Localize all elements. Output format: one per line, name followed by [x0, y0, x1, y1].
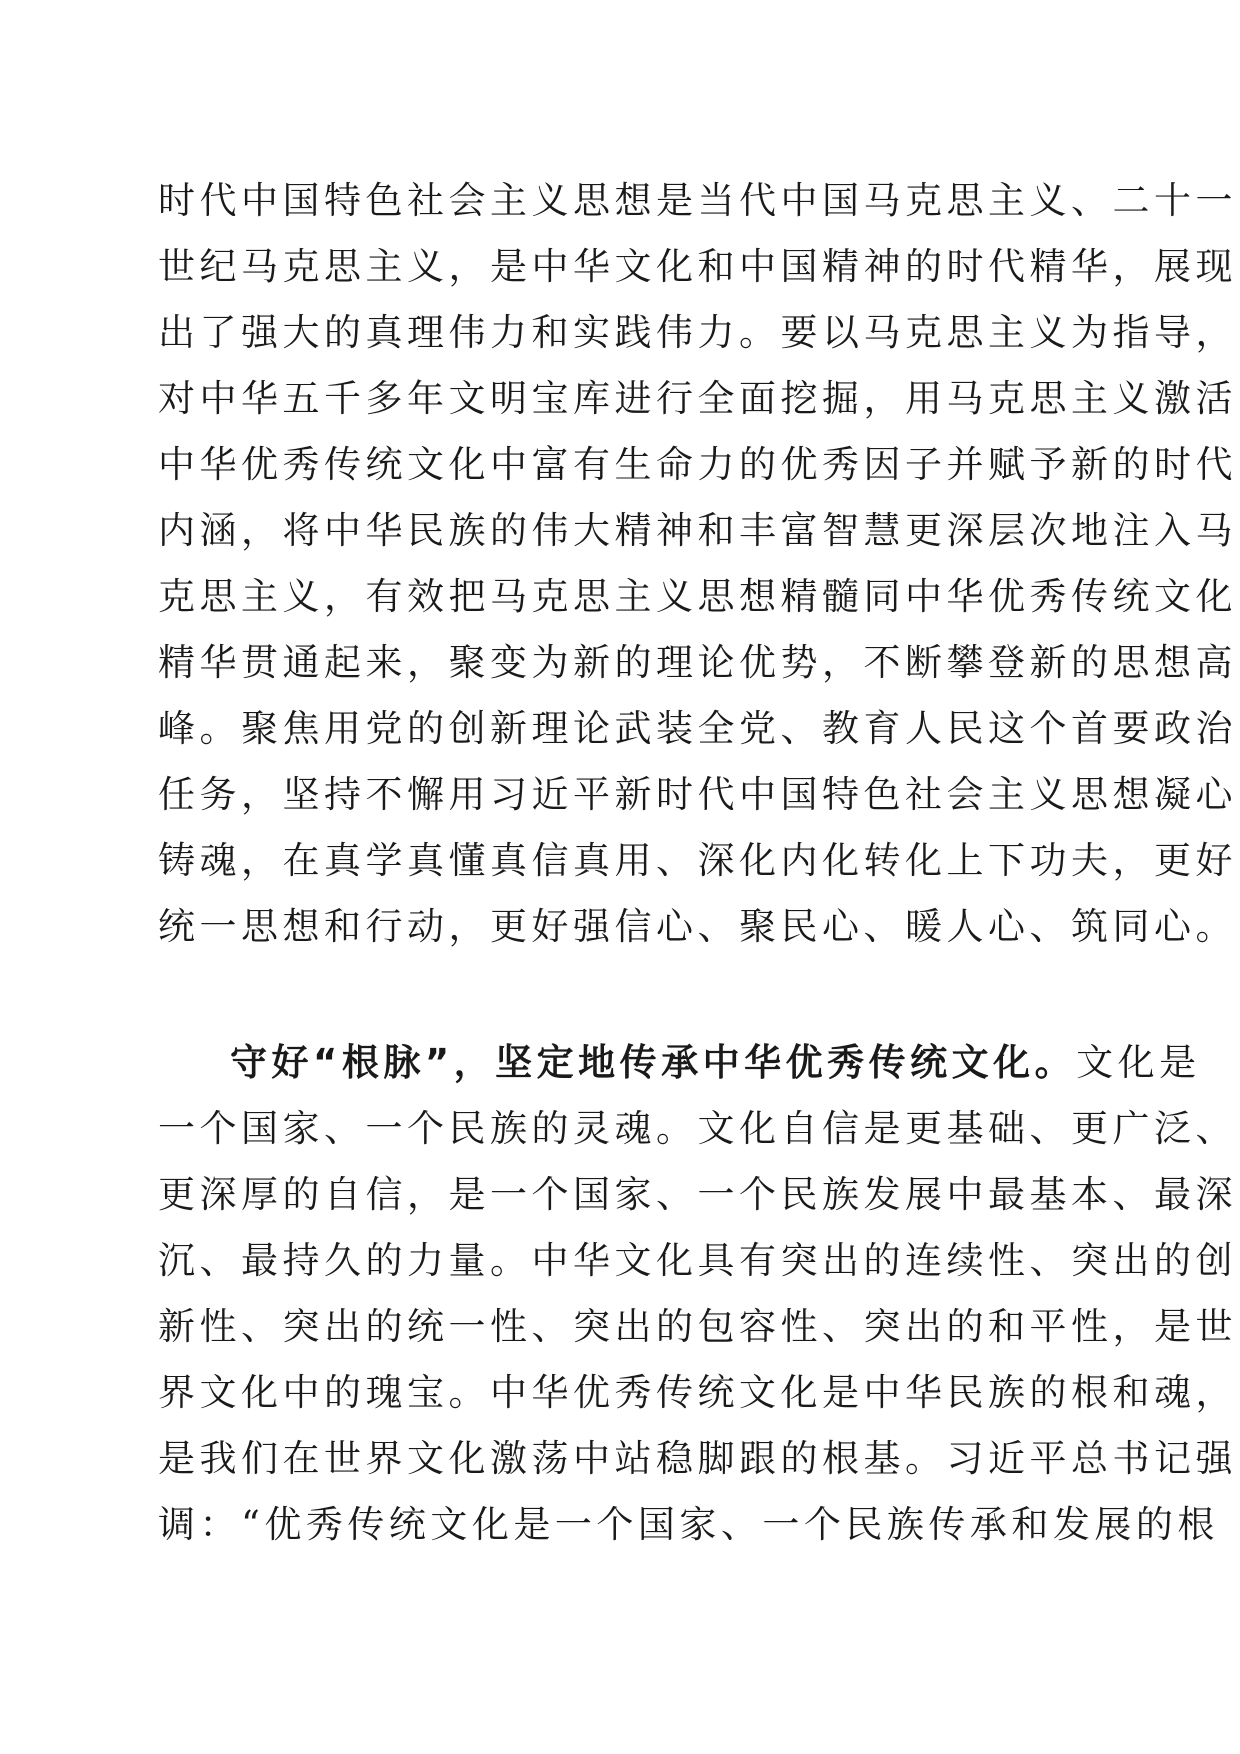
- paragraph-2-first-line: [158, 1030, 1201, 1096]
- paragraph-1-line-10: 任务，坚持不懈用习近平新时代中国特色社会主义思想凝心: [158, 773, 1237, 816]
- paragraph-1-line-3: 出了强大的真理伟力和实践伟力。要以马克思主义为指导，: [158, 311, 1237, 354]
- paragraph-2-first-line-rest: 文化是: [1076, 1041, 1201, 1084]
- paragraph-1: [158, 168, 1237, 960]
- paragraph-1-line-11: 铸魂，在真学真懂真信真用、深化内化转化上下功夫，更好: [158, 839, 1237, 882]
- paragraph-2-line-6: 界文化中的瑰宝。中华优秀传统文化是中华民族的根和魂，: [158, 1371, 1237, 1414]
- paragraph-1-line-2: 世纪马克思主义，是中华文化和中国精神的时代精华，展现: [158, 245, 1237, 288]
- paragraph-1-line-8: 精华贯通起来，聚变为新的理论优势，不断攀登新的思想高: [158, 641, 1237, 684]
- paragraph-2: [158, 1030, 1237, 1558]
- paragraph-1-line-6: 内涵，将中华民族的伟大精神和丰富智慧更深层次地注入马: [158, 509, 1237, 552]
- section-heading: 守好“根脉”，坚定地传承中华优秀传统文化。: [230, 1041, 1077, 1084]
- paragraph-2-line-3: 更深厚的自信，是一个国家、一个民族发展中最基本、最深: [158, 1173, 1237, 1216]
- paragraph-1-line-9: 峰。聚焦用党的创新理论武装全党、教育人民这个首要政治: [158, 707, 1237, 750]
- paragraph-2-line-4: 沉、最持久的力量。中华文化具有突出的连续性、突出的创: [158, 1239, 1237, 1282]
- paragraph-1-line-7: 克思主义，有效把马克思主义思想精髓同中华优秀传统文化: [158, 575, 1237, 618]
- paragraph-2-line-7: 是我们在世界文化激荡中站稳脚跟的根基。习近平总书记强: [158, 1437, 1237, 1480]
- paragraph-1-line-1: 时代中国特色社会主义思想是当代中国马克思主义、二十一: [158, 179, 1237, 222]
- paragraph-1-line-5: 中华优秀传统文化中富有生命力的优秀因子并赋予新的时代: [158, 443, 1237, 486]
- paragraph-1-line-12: 统一思想和行动，更好强信心、聚民心、暖人心、筑同心。: [158, 905, 1237, 948]
- paragraph-2-line-2: 一个国家、一个民族的灵魂。文化自信是更基础、更广泛、: [158, 1107, 1237, 1150]
- paragraph-1-line-4: 对中华五千多年文明宝库进行全面挖掘，用马克思主义激活: [158, 377, 1237, 420]
- paragraph-2-line-8: 调：“优秀传统文化是一个国家、一个民族传承和发展的根: [158, 1503, 1219, 1546]
- paragraph-2-line-5: 新性、突出的统一性、突出的包容性、突出的和平性，是世: [158, 1305, 1237, 1348]
